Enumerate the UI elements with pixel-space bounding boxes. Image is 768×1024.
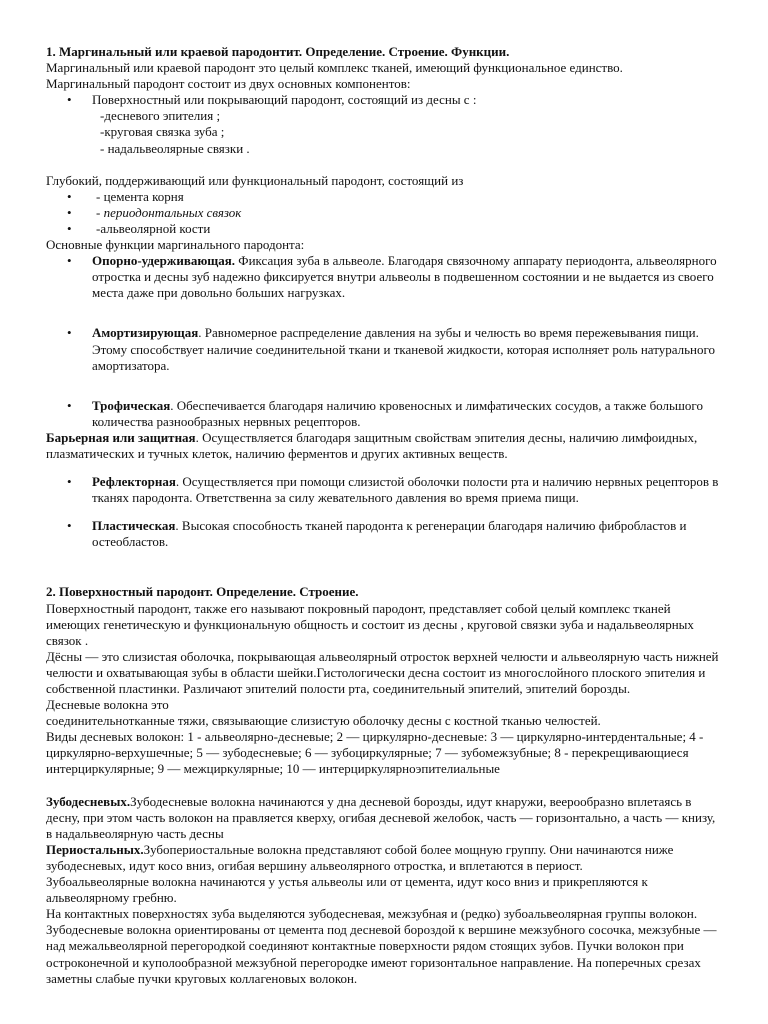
functions-intro: Основные функции маргинального пародонта: bbox=[46, 237, 305, 253]
spacer bbox=[46, 778, 722, 794]
alveolar-fibers-paragraph: Зубоальвеолярные волокна начинаются у устья альвеолы или от цемента, идут косо вниз и прикрепляются к альвеолярному гребню. bbox=[46, 874, 648, 906]
spacer bbox=[46, 462, 722, 474]
section-2-paragraph: Десневые волокна это bbox=[46, 697, 169, 713]
function-item: • Трофическая. Обеспечивается благодаря наличию кровеносных и лимфатических сосудов, а также большого количества разнообразных нервных рецепторов. bbox=[46, 398, 722, 430]
deep-list-item: • -альвеолярной кости bbox=[46, 221, 722, 237]
contact-surfaces-paragraph: На контактных поверхностях зуба выделяются зубодесневая, межзубная и (редко) зубоальвеолярная группы волокон. Зубодесневые волокна ориентированы от цемента под десневой бороздой к вершине межзубного сосочка, межзубные — над межальвеолярной перегородкой соединяют контактные поверхности рядом стоящих зубов. Пучки волокон при остроконечной и куполообразной межзубной перегородке имеют горизонтальное направление. На поперечных срезах заметны слабые пучки круговых коллагеновых волокон. bbox=[46, 906, 717, 986]
function-item: • Амортизирующая. Равномерное распределение давления на зубы и челюсть во время пережевывания пищи. Этому способствует наличие соединительной ткани и тканевой жидкости, которая исполняет роль натурального амортизатора. bbox=[46, 325, 722, 373]
functions-list bbox=[46, 474, 722, 506]
function-barrier: Барьерная или защитная. Осуществляется благодаря защитным свойствам эпителия десны, наличию лимфоидных, плазматических и тучных клеток, наличию ферментов и других активных веществ. bbox=[46, 429, 698, 461]
spacer bbox=[46, 157, 722, 173]
section-2-paragraph: соединительнотканные тяжи, связывающие слизистую оболочку десны с костной тканью челюстей. bbox=[46, 713, 601, 729]
surface-sub-item: - надальвеолярные связки . bbox=[100, 140, 250, 156]
gingival-fibers-paragraph: Зубодесневых.Зубодесневые волокна начинаются у дна десневой борозды, идут кнаружи, веерообразно вплетаясь в десну, при этом часть волокон на правляется кверху, огибая десневой желобок, часть — горизонтально, а часть — книзу, в надальвеолярную часть десны bbox=[46, 793, 716, 841]
functions-list bbox=[46, 518, 722, 550]
functions-list bbox=[46, 253, 722, 301]
section-2-paragraph: Виды десневых волокон: 1 - альвеолярно-десневые; 2 — циркулярно-десневые: 3 — циркулярно-интердентальные; 4 - циркулярно-верхушечные; 5 — зубодесневые; 6 — зубоциркулярные; 7 — зубомежзубные; 8 - перекрещивающиеся интерциркулярные; 9 — межциркулярные; 10 — интерциркулярноэпителиальные bbox=[46, 729, 704, 777]
periosteal-fibers-paragraph: Периостальных.Зубопериостальные волокна представляют собой более мощную группу. Они начинаются ниже зубодесневых, идут косо вниз, огибая вершину альвеолярного отростка, и вплетаются в периост. bbox=[46, 841, 674, 873]
surface-sub-item: -круговая связка зуба ; bbox=[100, 124, 225, 140]
deep-list bbox=[46, 189, 722, 237]
function-item: • Рефлекторная. Осуществляется при помощи слизистой оболочки полости рта и наличию нервных рецепторов в тканях пародонта. Ответственна за силу жевательного давления во время приема пищи. bbox=[46, 474, 722, 506]
deep-list-item: • - цемента корня bbox=[46, 189, 722, 205]
surface-list bbox=[46, 92, 722, 108]
spacer bbox=[46, 301, 722, 325]
functions-list bbox=[46, 325, 722, 373]
deep-list-item: • - периодонтальных связок bbox=[46, 205, 722, 221]
document-page bbox=[46, 44, 722, 987]
spacer bbox=[46, 506, 722, 518]
section-1-components-intro: Маргинальный пародонт состоит из двух основных компонентов: bbox=[46, 76, 411, 92]
surface-list-item: • Поверхностный или покрывающий пародонт, состоящий из десны с : bbox=[46, 92, 722, 108]
function-item: • Пластическая. Высокая способность тканей пародонта к регенерации благодаря наличию фибробластов и остеобластов. bbox=[46, 518, 722, 550]
section-2-paragraph: Дёсны — это слизистая оболочка, покрывающая альвеолярный отросток верхней челюсти и альвеолярную часть нижней челюсти и охватывающая зубы в области шейки.Гистологически десна состоит из многослойного плоского эпителия и собственной пластинки. Различают эпителий полости рта, соединительный эпителий, эпителий борозды. bbox=[46, 648, 719, 696]
section-2-paragraph: Поверхностный пародонт, также его называют покровный пародонт, представляет собой целый комплекс тканей имеющих генетическую и функциональную общность и состоит из десны , круговой связки зуба и надальвеолярных связок . bbox=[46, 600, 694, 648]
section-2-heading: 2. Поверхностный пародонт. Определение. Строение. bbox=[46, 584, 359, 600]
section-1-definition: Маргинальный или краевой пародонт это целый комплекс тканей, имеющий функциональное единство. bbox=[46, 60, 623, 76]
section-1-heading: 1. Маргинальный или краевой пародонтит. Определение. Строение. Функции. bbox=[46, 44, 510, 59]
deep-intro: Глубокий, поддерживающий или функциональный пародонт, состоящий из bbox=[46, 172, 464, 188]
functions-list bbox=[46, 398, 722, 430]
function-item: • Опорно-удерживающая. Фиксация зуба в альвеоле. Благодаря связочному аппарату периодонта, альвеолярного отростка и десны зуб надежно фиксируется внутри альвеолы в подвешенном состоянии и не выдается из своего места даже при довольно больших нагрузках. bbox=[46, 253, 722, 301]
spacer bbox=[46, 374, 722, 398]
spacer bbox=[46, 550, 722, 584]
surface-sub-item: -десневого эпителия ; bbox=[100, 108, 221, 124]
